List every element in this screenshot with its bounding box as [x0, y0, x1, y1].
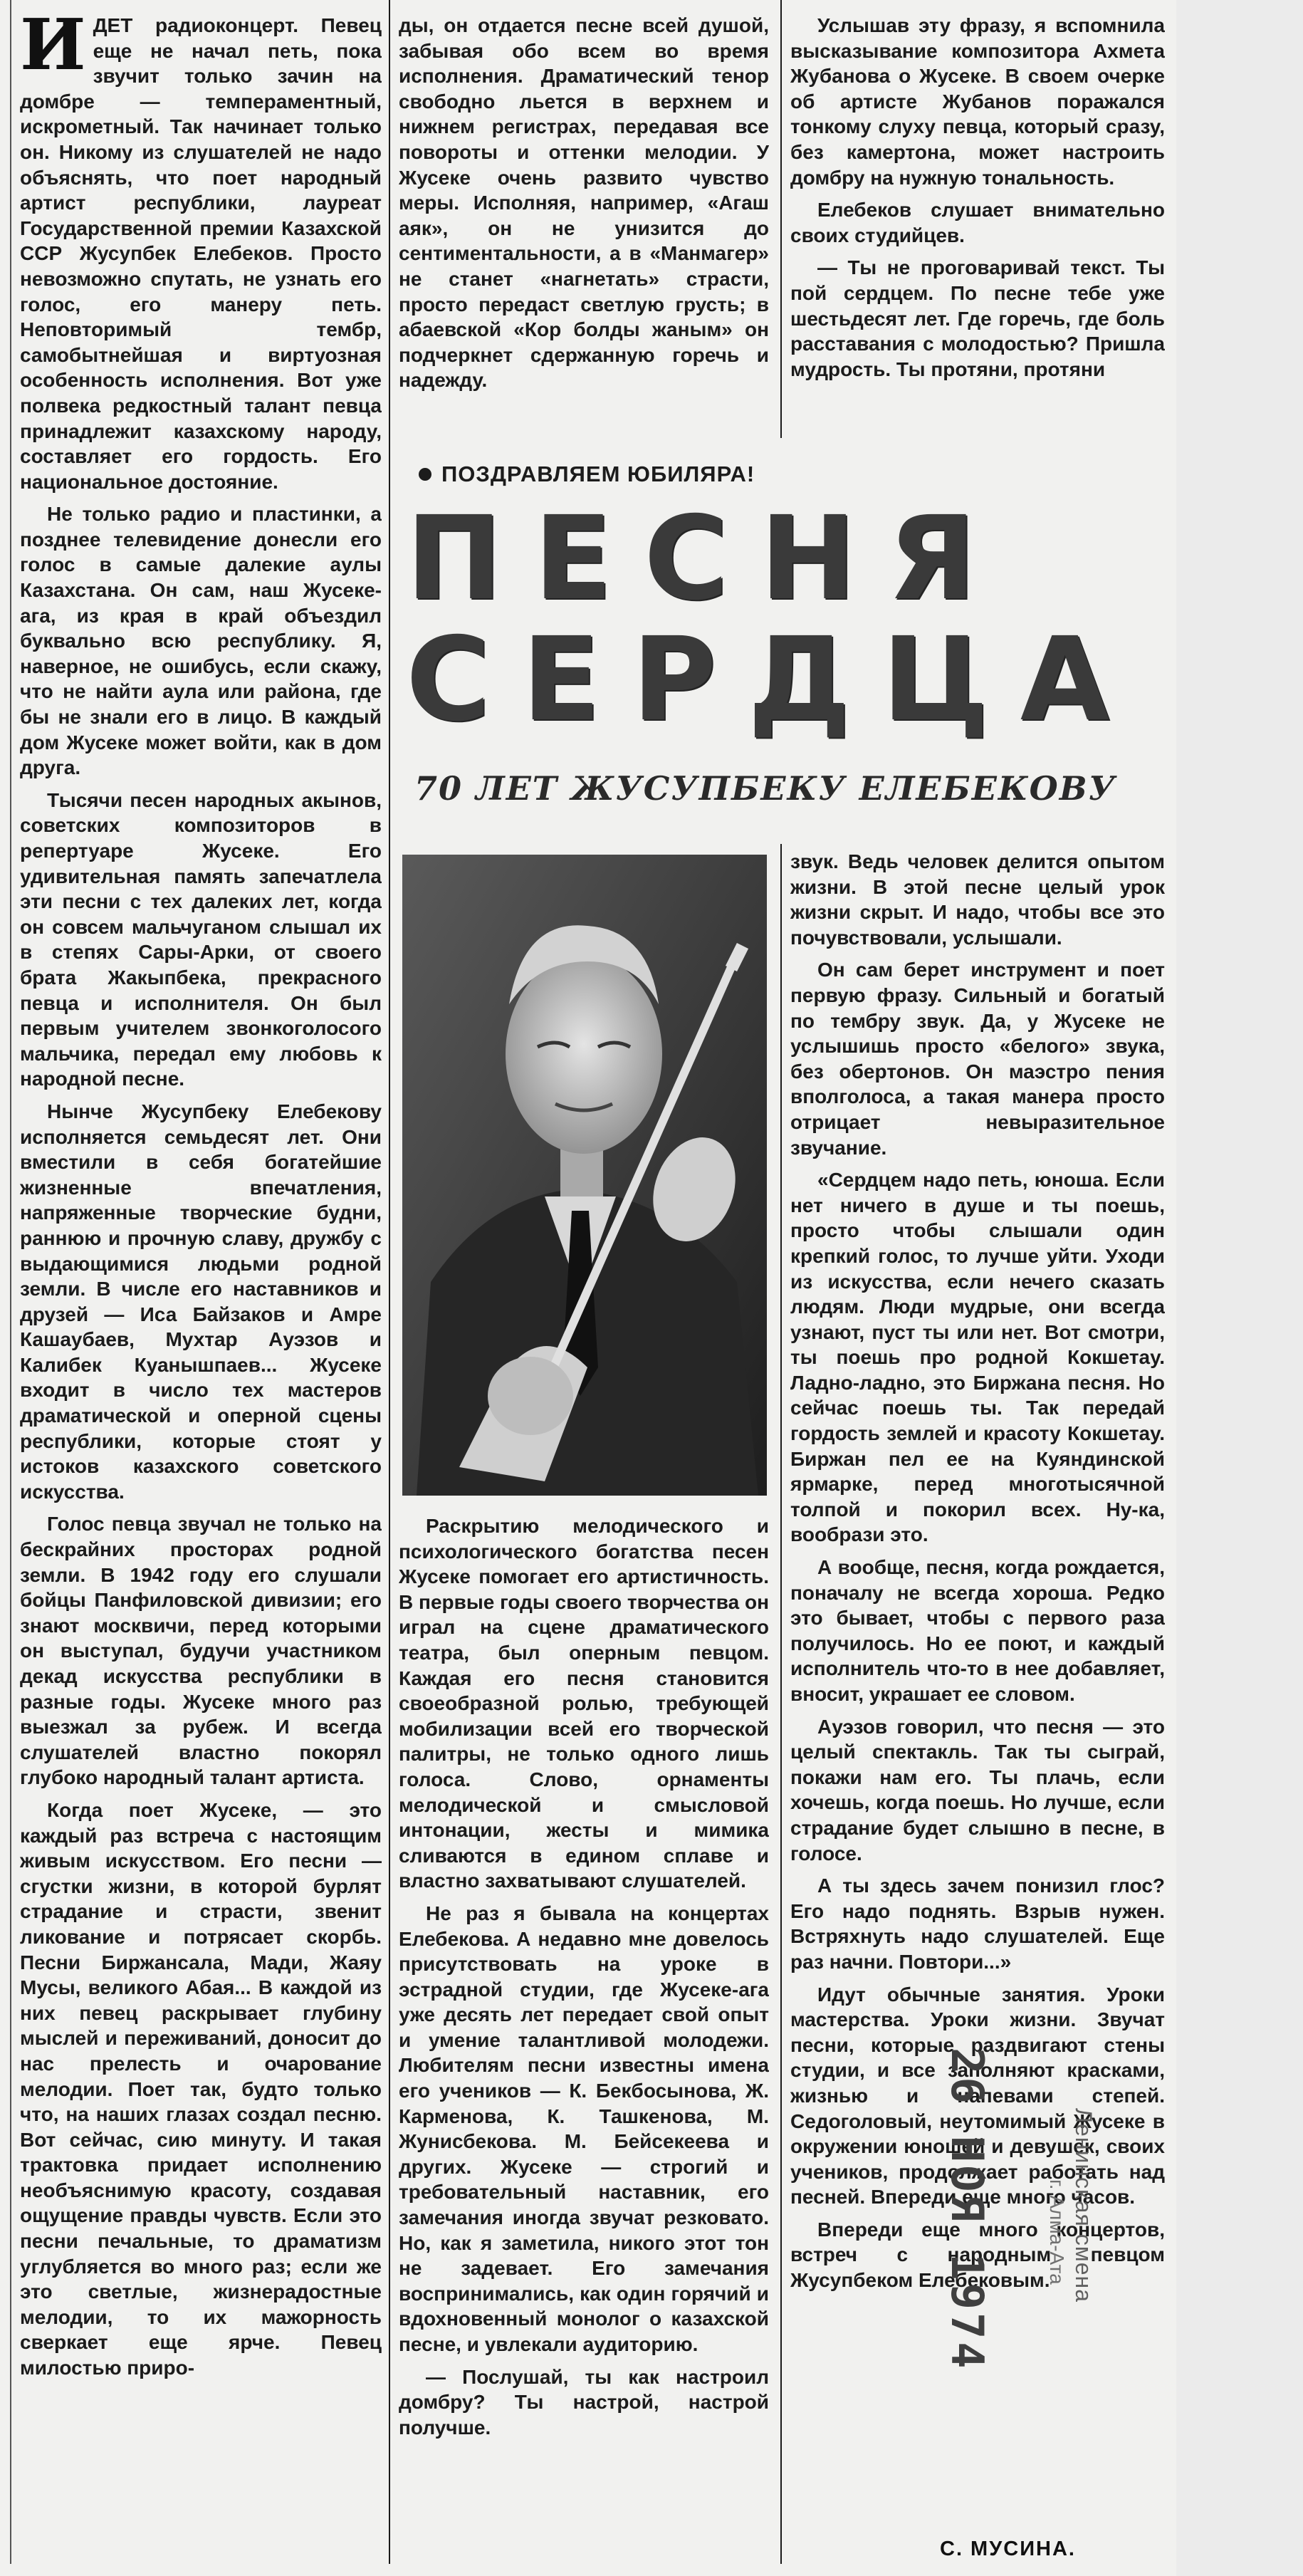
- author-byline: С. МУСИНА.: [940, 2538, 1076, 2560]
- article-column-3-top: [790, 13, 1165, 440]
- paragraph: ИДЕТ радиоконцерт. Певец еще не начал петь, пока звучит только зачин на домбре — темпераментный, искрометный. Так начинает только он. Никому из слушателей не надо объяснять, что поет народный артист республики, лауреат Государственной премии Казахской ССР Жусупбек Елебеков. Просто невозможно спутать, не узнать его голос, его манеру петь. Неповторимый тембр, самобытнейшая и виртуозная особенность исполнения. Вот уже полвека редкостный талант певца принадлежит казахскому народу, составляет его гордость. Его национальное достояние.: [20, 13, 382, 493]
- paragraph: Голос певца звучал не только на бескрайних просторах родной земли. В 1942 году его слушали бойцы Панфиловской дивизии; его знают москвичи, перед которыми он выступал, будучи участником декад искусства республики в разные годы. Жусеке много раз выезжал за рубеж. И всегда слушателей властно покорял глубоко народный талант артиста.: [20, 1513, 382, 1789]
- column-rule-right: [780, 0, 782, 438]
- subheadline: 70 ЛЕТ ЖУСУПБЕКУ ЕЛЕБЕКОВУ: [414, 769, 1116, 808]
- paragraph: А ты здесь зачем понизил глос? Его надо поднять. Взрыв нужен. Встряхнуть надо слушателей. Еще раз начни. Повтори...»: [790, 1874, 1165, 1973]
- paragraph: — Ты не проговаривай текст. Ты пой сердцем. По песне тебе уже шестьдесят лет. Где горечь, где боль расставания с молодостью? Пришла мудрость. Ты протяни, протяни: [790, 256, 1165, 380]
- paragraph: Елебеков слушает внимательно своих студийцев.: [790, 199, 1165, 246]
- clipping-edge-left: [10, 0, 11, 2564]
- article-column-2-bottom: [399, 1513, 769, 2575]
- paragraph: А вообще, песня, когда рождается, поначалу не всегда хороша. Редко это бывает, чтобы с первого раза получилось. Но ее поют, и каждый исполнитель что-то в нее добавляет, вносит, украшает ее словом.: [790, 1556, 1165, 1705]
- paragraph: Впереди еще много концертов, встреч с народным певцом Жусупбеком Елебековым.: [790, 2218, 1165, 2292]
- paragraph: Он сам берет инструмент и поет первую фразу. Сильный и богатый по тембру звук. Да, у Жусеке не услышишь просто «белого» звука, без обертонов. Он маэстро пения вполголоса, а такая манера просто отрицает невыразительное звучание.: [790, 959, 1165, 1159]
- paragraph: Ауэзов говорил, что песня — это целый спектакль. Так ты сыграй, покажи нам его. Ты плачь, если хочешь, когда поешь. Но лучше, если страдание будет слышно в песне, в голосе.: [790, 1715, 1165, 1865]
- date-stamp: 26 НОЯ 1974: [941, 2048, 993, 2372]
- drop-cap: И: [20, 13, 86, 86]
- paragraph: «Сердцем надо петь, юноша. Если нет ничего в душе и ты поешь, просто чтобы слышали один крепкий голос, то лучше уйти. Уходи из искусства, если нечего сказать людям. Люди мудрые, они всегда узнают, пуст ты или нет. Вот смотри, ты поешь про родной Кокшетау. Ладно-ладно, это Биржана песня. Но сейчас поешь ты. Так передай гордость землей и красоту Кокшетау. Биржан пел ее на Куяндинской ярмарке, перед многотысячной толпой и покорил всех. Ну-ка, вообрази это.: [790, 1169, 1165, 1546]
- paragraph: Нынче Жусупбеку Елебекову исполняется семьдесят лет. Они вместили в себя богатейшие жизненные впечатления, напряженные творческие будни, раннюю и прочную славу, дружбу с выдающимися людьми родной земли. В числе его наставников и друзей — Иса Байзаков и Амре Кашаубаев, Мухтар Ауэзов и Калибек Куанышпаев... Жусеке входит в число тех мастеров драматической и оперной сцены республики, которые стоят у истоков казахского советского искусства.: [20, 1100, 382, 1503]
- paragraph: Не только радио и пластинки, а позднее телевидение донесли его голос в самые далекие аулы Казахстана. Он сам, наш Жусеке-ага, из края в край объездил буквально всю республику. Я, наверное, не ошибусь, если скажу, что не найти аула или района, где бы не знали его в лицо. В каждый дом Жусеке может войти, как в дом друга.: [20, 503, 382, 779]
- paragraph: звук. Ведь человек делится опытом жизни. В этой песне целый урок жизни скрыт. И надо, чтобы все это почувствовали, услышали.: [790, 850, 1165, 949]
- singer-portrait-photo: [402, 855, 767, 1496]
- paragraph: Раскрытию мелодического и психологического богатства песен Жусеке помогает его артистичность. В первые годы своего творчества он играл на сцене драматического театра, был оперным певцом. Каждая его песня становится своеобразной ролью, требующей мобилизации всей его творческой палитры, не только одного лишь голоса. Слово, орнаменты мелодической и смысловой интонации, жесты и мимика сливаются в едином сплаве и властно захватывают слушателей.: [399, 1515, 769, 1892]
- article-column-2-top: [399, 13, 769, 440]
- column-rule-lower: [780, 844, 782, 2564]
- publication-city-stamp: г. Алма-Ата: [1046, 2179, 1068, 2285]
- publication-stamp: Ленинская смена: [1071, 2108, 1097, 2303]
- headline-line-1: ПЕСНЯ: [406, 492, 1008, 626]
- bullet-dot: [419, 468, 431, 481]
- paragraph: Идут обычные занятия. Уроки мастерства. Уроки жизни. Звучат песни, которые раздвигают стены студии, и все заполняют красками, жизнью и напевами степей. Седоголовый, неутомимый Жусеке в окружении юношей и девушек, своих учеников, продолжает работать над песней. Впереди еще много часов.: [790, 1983, 1165, 2209]
- paragraph: Когда поет Жусеке, — это каждый раз встреча с настоящим живым искусством. Его песни — сгустки жизни, в которой бурлят страдание и страсти, звенит ликование и потрясает скорбь. Песни Биржансала, Мади, Жаяу Мусы, великого Абая... В каждой из них певец раскрывает глубину мыслей и переживаний, доносит до нас прелесть и очарование мелодии. Поет так, будто только что, на наших глазах создал песню. Вот сейчас, сию минуту. И такая трактовка придает исполнению необъяснимую красоту, создавая ощущение правды чувств. Если это песни печальные, то драматизм углубляется во много раз; если же это светлые, жизнерадостные мелодии, то их мажорность сверкает еще ярче. Певец милостью приро-: [20, 1798, 382, 2379]
- paragraph: — Послушай, ты как настроил домбру? Ты настрой, настрой получше.: [399, 2365, 769, 2439]
- headline-line-2: СЕРДЦА: [406, 613, 1141, 747]
- column-rule-left: [389, 0, 390, 2564]
- article-column-1: [20, 13, 382, 2570]
- paragraph: Услышав эту фразу, я вспомнила высказывание композитора Ахмета Жубанова о Жусеке. В своем очерке об артисте Жубанов поражался тонкому слуху певца, который сразу, без камертона, может настроить домбру на нужную тональность.: [790, 14, 1165, 189]
- paragraph: Тысячи песен народных акынов, советских композиторов в репертуаре Жусеке. Его удивительная память запечатлела эти песни с тех далеких лет, когда он совсем мальчуганом слышал их в степях Сары-Арки, от своего брата Жакыпбека, прекрасного певца и исполнителя. Он был первым учителем звонкоголосого мальчика, передал ему любовь к народной песне.: [20, 788, 382, 1090]
- paragraph: Не раз я бывала на концертах Елебекова. А недавно мне довелось присутствовать на уроке в эстрадной студии, где Жусеке-ага уже десять лет передает свой опыт и умение талантливой молодежи. Любителям песни известны имена его учеников — К. Бекбосынова, Ж. Карменова, К. Ташкенова, М. Жунисбекова. М. Бейсекеева и других. Жусеке — строгий и требовательный наставник, его замечания иногда звучат резковато. Но, как я заметила, никого этот тон не задевает. Его замечания воспринимались, как один горячий и вдохновенный монолог о казахской песне, и увлекали аудиторию.: [399, 1902, 769, 2355]
- paragraph: ды, он отдается песне всей душой, забывая обо всем во время исполнения. Драматический тенор свободно льется в верхнем и нижнем регистрах, передавая все повороты и оттенки мелодии. У Жусеке очень развито чувство меры. Исполняя, например, «Агаш аяк», он не унизится до сентиментальности, а в «Манмагер» не станет «нагнетать» страсти, просто передаст светлую грусть; в абаевской «Кор болды жаным» он подчеркнет сдержанную горечь и надежду.: [399, 14, 769, 392]
- kicker: ПОЗДРАВЛЯЕМ ЮБИЛЯРА!: [419, 462, 846, 487]
